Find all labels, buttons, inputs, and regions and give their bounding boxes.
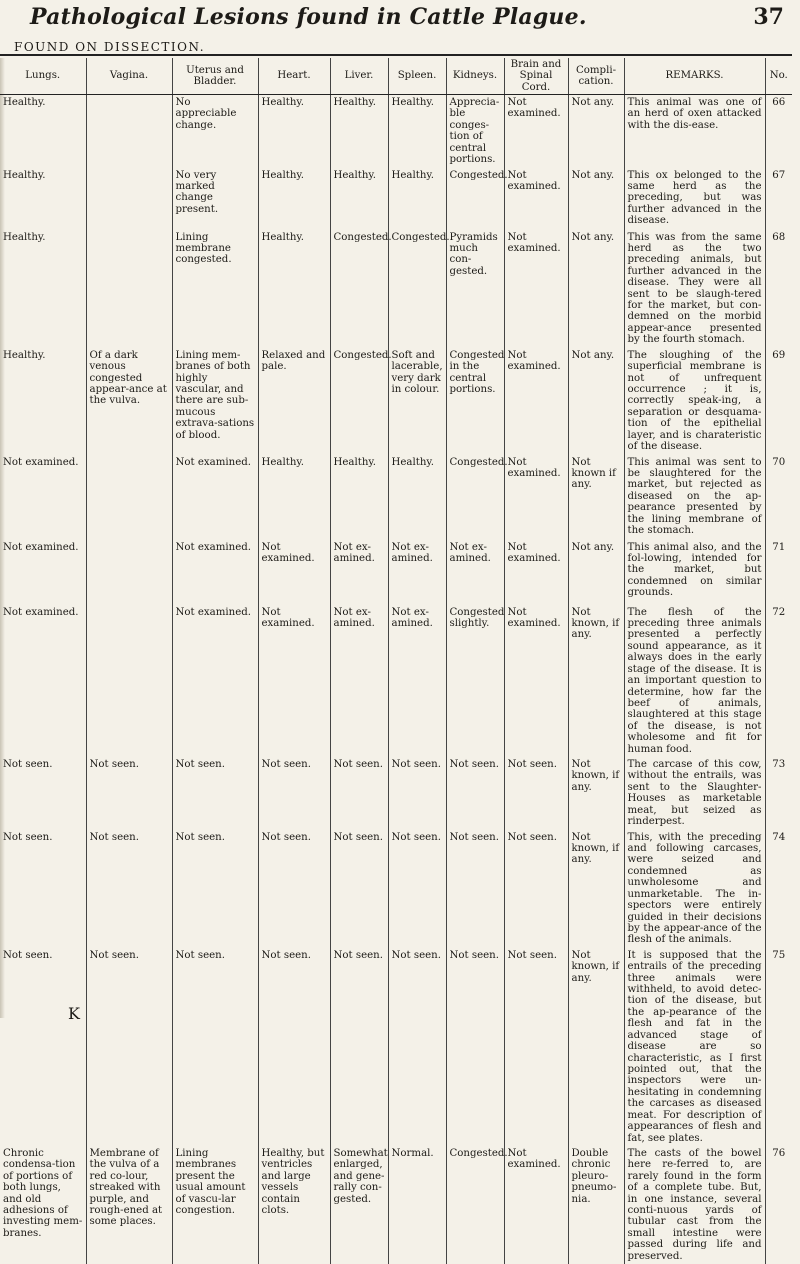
cell-number: 76 bbox=[765, 1146, 792, 1264]
section-heading: FOUND ON DISSECTION. bbox=[14, 40, 205, 54]
table-row bbox=[0, 95, 792, 168]
cell-heart: Relaxed and pale. bbox=[258, 348, 330, 455]
column-header: Lungs. bbox=[0, 58, 86, 95]
cell-lungs: Not seen. bbox=[0, 757, 86, 830]
cell-complication: Not known if any. bbox=[568, 455, 624, 540]
running-head bbox=[0, 4, 792, 34]
cell-lungs: Not seen. bbox=[0, 830, 86, 948]
cell-spleen: Healthy. bbox=[388, 95, 446, 168]
cell-uterus: Not examined. bbox=[172, 540, 258, 605]
cell-remarks: This ox belonged to the same herd as the preceding, but was further advanced in the disease. bbox=[624, 168, 765, 230]
cell-heart: Healthy. bbox=[258, 168, 330, 230]
cell-uterus: Not examined. bbox=[172, 605, 258, 757]
cell-remarks: This animal also, and the fol-lowing, intended for the market, but condemned on similar grounds. bbox=[624, 540, 765, 605]
running-title: Pathological Lesions found in Cattle Plague. bbox=[30, 4, 587, 30]
cell-complication: Not any. bbox=[568, 168, 624, 230]
cell-number: 66 bbox=[765, 95, 792, 168]
cell-complication: Not any. bbox=[568, 348, 624, 455]
cell-vagina bbox=[86, 540, 172, 605]
cell-remarks: The casts of the bowel here re-ferred to, are rarely found in the form of a complete tube. But, in one instance, several conti-nuous yards of tubular cast from the small intestine were passed during life and preserved. bbox=[624, 1146, 765, 1264]
cell-vagina bbox=[86, 455, 172, 540]
table-row bbox=[0, 540, 792, 605]
cell-lungs: Chronic condensa-tion of portions of both lungs, and old adhesions of investing mem-branes. bbox=[0, 1146, 86, 1264]
cell-brain: Not examined. bbox=[504, 95, 568, 168]
cell-liver: Not seen. bbox=[330, 948, 388, 1146]
top-rule bbox=[0, 54, 792, 56]
cell-brain: Not examined. bbox=[504, 230, 568, 348]
cell-remarks: This was from the same herd as the two preceding animals, but further advanced in the disease. They were all sent to be slaugh-tered for the market, but con-demned on the morbid appear-ance presented by the fourth stomach. bbox=[624, 230, 765, 348]
table-row bbox=[0, 230, 792, 348]
cell-liver: Not seen. bbox=[330, 757, 388, 830]
cell-remarks: It is supposed that the entrails of the preceding three animals were withheld, to avoid detec-tion of the disease, but the ap-pearance of the flesh and fat in the advanced stage of disease are so characteristic, as I first pointed out, that the inspectors were un-hesitating in condemning the carcases as diseased meat. For description of appearances of flesh and fat, see plates. bbox=[624, 948, 765, 1146]
cell-number: 75 bbox=[765, 948, 792, 1146]
table-row bbox=[0, 830, 792, 948]
cell-uterus: No very marked change present. bbox=[172, 168, 258, 230]
table-row bbox=[0, 757, 792, 830]
cell-remarks: The sloughing of the superficial membrane is not of unfrequent occurrence ; it is, correctly speak-ing, a separation or desquama-tion of the epithelial layer, and is charateristic of the disease. bbox=[624, 348, 765, 455]
cell-complication: Not known, if any. bbox=[568, 948, 624, 1146]
cell-remarks: This animal was sent to be slaughtered for the market, but rejected as diseased on the ap-pearance presented by the lining membrane of the stomach. bbox=[624, 455, 765, 540]
column-header: Liver. bbox=[330, 58, 388, 95]
cell-lungs: Healthy. bbox=[0, 348, 86, 455]
cell-heart: Healthy. bbox=[258, 230, 330, 348]
cell-number: 73 bbox=[765, 757, 792, 830]
cell-heart: Healthy. bbox=[258, 455, 330, 540]
cell-heart: Not seen. bbox=[258, 757, 330, 830]
cell-kidneys: Congested slightly. bbox=[446, 605, 504, 757]
cell-lungs: Healthy. bbox=[0, 95, 86, 168]
cell-number: 74 bbox=[765, 830, 792, 948]
cell-number: 67 bbox=[765, 168, 792, 230]
cell-number: 69 bbox=[765, 348, 792, 455]
cell-liver: Healthy. bbox=[330, 455, 388, 540]
column-header: REMARKS. bbox=[624, 58, 765, 95]
cell-vagina: Not seen. bbox=[86, 830, 172, 948]
dissection-table bbox=[0, 58, 792, 1264]
cell-heart: Healthy, but ventricles and large vessels contain clots. bbox=[258, 1146, 330, 1264]
cell-remarks: The carcase of this cow, without the entrails, was sent to the Slaughter-Houses as marketable meat, but seized as rinderpest. bbox=[624, 757, 765, 830]
cell-brain: Not examined. bbox=[504, 540, 568, 605]
cell-brain: Not examined. bbox=[504, 1146, 568, 1264]
cell-brain: Not examined. bbox=[504, 455, 568, 540]
cell-kidneys: Congested in the central portions. bbox=[446, 348, 504, 455]
table-row bbox=[0, 348, 792, 455]
cell-number: 70 bbox=[765, 455, 792, 540]
cell-spleen: Normal. bbox=[388, 1146, 446, 1264]
cell-uterus: Lining membranes present the usual amount of vascu-lar congestion. bbox=[172, 1146, 258, 1264]
table-row bbox=[0, 1146, 792, 1264]
cell-lungs: Not seen. bbox=[0, 948, 86, 1146]
column-header: Vagina. bbox=[86, 58, 172, 95]
table-row bbox=[0, 168, 792, 230]
cell-liver: Healthy. bbox=[330, 168, 388, 230]
cell-liver: Healthy. bbox=[330, 95, 388, 168]
cell-complication: Double chronic pleuro-pneumo-nia. bbox=[568, 1146, 624, 1264]
cell-brain: Not seen. bbox=[504, 757, 568, 830]
cell-lungs: Healthy. bbox=[0, 168, 86, 230]
cell-heart: Healthy. bbox=[258, 95, 330, 168]
cell-brain: Not examined. bbox=[504, 605, 568, 757]
cell-uterus: No appreciable change. bbox=[172, 95, 258, 168]
cell-liver: Congested. bbox=[330, 230, 388, 348]
signature-mark: K bbox=[68, 1004, 81, 1023]
cell-remarks: This, with the preceding and following carcases, were seized and condemned as unwholesome and unmarketable. The in-spectors were entirely guided in their decisions by the appear-ance of the flesh of the animals. bbox=[624, 830, 765, 948]
cell-complication: Not known, if any. bbox=[568, 830, 624, 948]
cell-uterus: Not seen. bbox=[172, 757, 258, 830]
column-header: Uterus and Bladder. bbox=[172, 58, 258, 95]
cell-vagina bbox=[86, 605, 172, 757]
cell-uterus: Not seen. bbox=[172, 830, 258, 948]
table-row bbox=[0, 605, 792, 757]
cell-complication: Not any. bbox=[568, 540, 624, 605]
column-header: Kidneys. bbox=[446, 58, 504, 95]
cell-heart: Not seen. bbox=[258, 948, 330, 1146]
cell-kidneys: Congested. bbox=[446, 168, 504, 230]
cell-vagina bbox=[86, 95, 172, 168]
cell-vagina bbox=[86, 168, 172, 230]
header-row bbox=[0, 58, 792, 95]
cell-remarks: This animal was one of an herd of oxen attacked with the dis-ease. bbox=[624, 95, 765, 168]
table-row bbox=[0, 455, 792, 540]
table-body bbox=[0, 95, 792, 1264]
cell-kidneys: Pyramids much con-gested. bbox=[446, 230, 504, 348]
cell-remarks: The flesh of the preceding three animals presented a perfectly sound appearance, as it always does in the early stage of the disease. It is an important question to determine, how far the beef of animals, slaughtered at this stage of the disease, is not wholesome and fit for human food. bbox=[624, 605, 765, 757]
cell-complication: Not any. bbox=[568, 230, 624, 348]
cell-heart: Not examined. bbox=[258, 540, 330, 605]
cell-uterus: Not examined. bbox=[172, 455, 258, 540]
cell-brain: Not examined. bbox=[504, 348, 568, 455]
page-number: 37 bbox=[753, 4, 784, 30]
cell-spleen: Not seen. bbox=[388, 757, 446, 830]
cell-heart: Not examined. bbox=[258, 605, 330, 757]
cell-brain: Not examined. bbox=[504, 168, 568, 230]
cell-kidneys: Not seen. bbox=[446, 757, 504, 830]
cell-heart: Not seen. bbox=[258, 830, 330, 948]
cell-uterus: Lining membrane congested. bbox=[172, 230, 258, 348]
column-header: Compli-cation. bbox=[568, 58, 624, 95]
cell-spleen: Soft and lacerable, very dark in colour. bbox=[388, 348, 446, 455]
column-header: Brain and Spinal Cord. bbox=[504, 58, 568, 95]
cell-vagina bbox=[86, 230, 172, 348]
cell-uterus: Lining mem-branes of both highly vascular, and there are sub-mucous extrava-sations of blood. bbox=[172, 348, 258, 455]
cell-number: 68 bbox=[765, 230, 792, 348]
cell-kidneys: Not seen. bbox=[446, 830, 504, 948]
column-header: No. bbox=[765, 58, 792, 95]
cell-kidneys: Congested. bbox=[446, 455, 504, 540]
cell-complication: Not known, if any. bbox=[568, 757, 624, 830]
cell-kidneys: Not seen. bbox=[446, 948, 504, 1146]
cell-spleen: Not ex-amined. bbox=[388, 540, 446, 605]
column-header: Spleen. bbox=[388, 58, 446, 95]
cell-vagina: Not seen. bbox=[86, 948, 172, 1146]
cell-lungs: Not examined. bbox=[0, 455, 86, 540]
cell-brain: Not seen. bbox=[504, 830, 568, 948]
cell-liver: Somewhat enlarged, and gene-rally con-gested. bbox=[330, 1146, 388, 1264]
cell-liver: Not ex-amined. bbox=[330, 605, 388, 757]
cell-kidneys: Congested. bbox=[446, 1146, 504, 1264]
cell-brain: Not seen. bbox=[504, 948, 568, 1146]
cell-vagina: Membrane of the vulva of a red co-lour, streaked with purple, and rough-ened at some places. bbox=[86, 1146, 172, 1264]
cell-lungs: Not examined. bbox=[0, 540, 86, 605]
cell-number: 72 bbox=[765, 605, 792, 757]
column-header: Heart. bbox=[258, 58, 330, 95]
cell-complication: Not known, if any. bbox=[568, 605, 624, 757]
table-row bbox=[0, 948, 792, 1146]
cell-vagina: Not seen. bbox=[86, 757, 172, 830]
cell-liver: Congested. bbox=[330, 348, 388, 455]
cell-lungs: Not examined. bbox=[0, 605, 86, 757]
cell-vagina: Of a dark venous congested appear-ance at the vulva. bbox=[86, 348, 172, 455]
cell-kidneys: Apprecia-ble conges-tion of central portions. bbox=[446, 95, 504, 168]
cell-spleen: Not ex-amined. bbox=[388, 605, 446, 757]
cell-uterus: Not seen. bbox=[172, 948, 258, 1146]
cell-spleen: Not seen. bbox=[388, 948, 446, 1146]
cell-liver: Not ex-amined. bbox=[330, 540, 388, 605]
cell-spleen: Not seen. bbox=[388, 830, 446, 948]
cell-number: 71 bbox=[765, 540, 792, 605]
cell-kidneys: Not ex-amined. bbox=[446, 540, 504, 605]
cell-liver: Not seen. bbox=[330, 830, 388, 948]
cell-spleen: Healthy. bbox=[388, 168, 446, 230]
cell-spleen: Congested. bbox=[388, 230, 446, 348]
cell-complication: Not any. bbox=[568, 95, 624, 168]
cell-spleen: Healthy. bbox=[388, 455, 446, 540]
cell-lungs: Healthy. bbox=[0, 230, 86, 348]
